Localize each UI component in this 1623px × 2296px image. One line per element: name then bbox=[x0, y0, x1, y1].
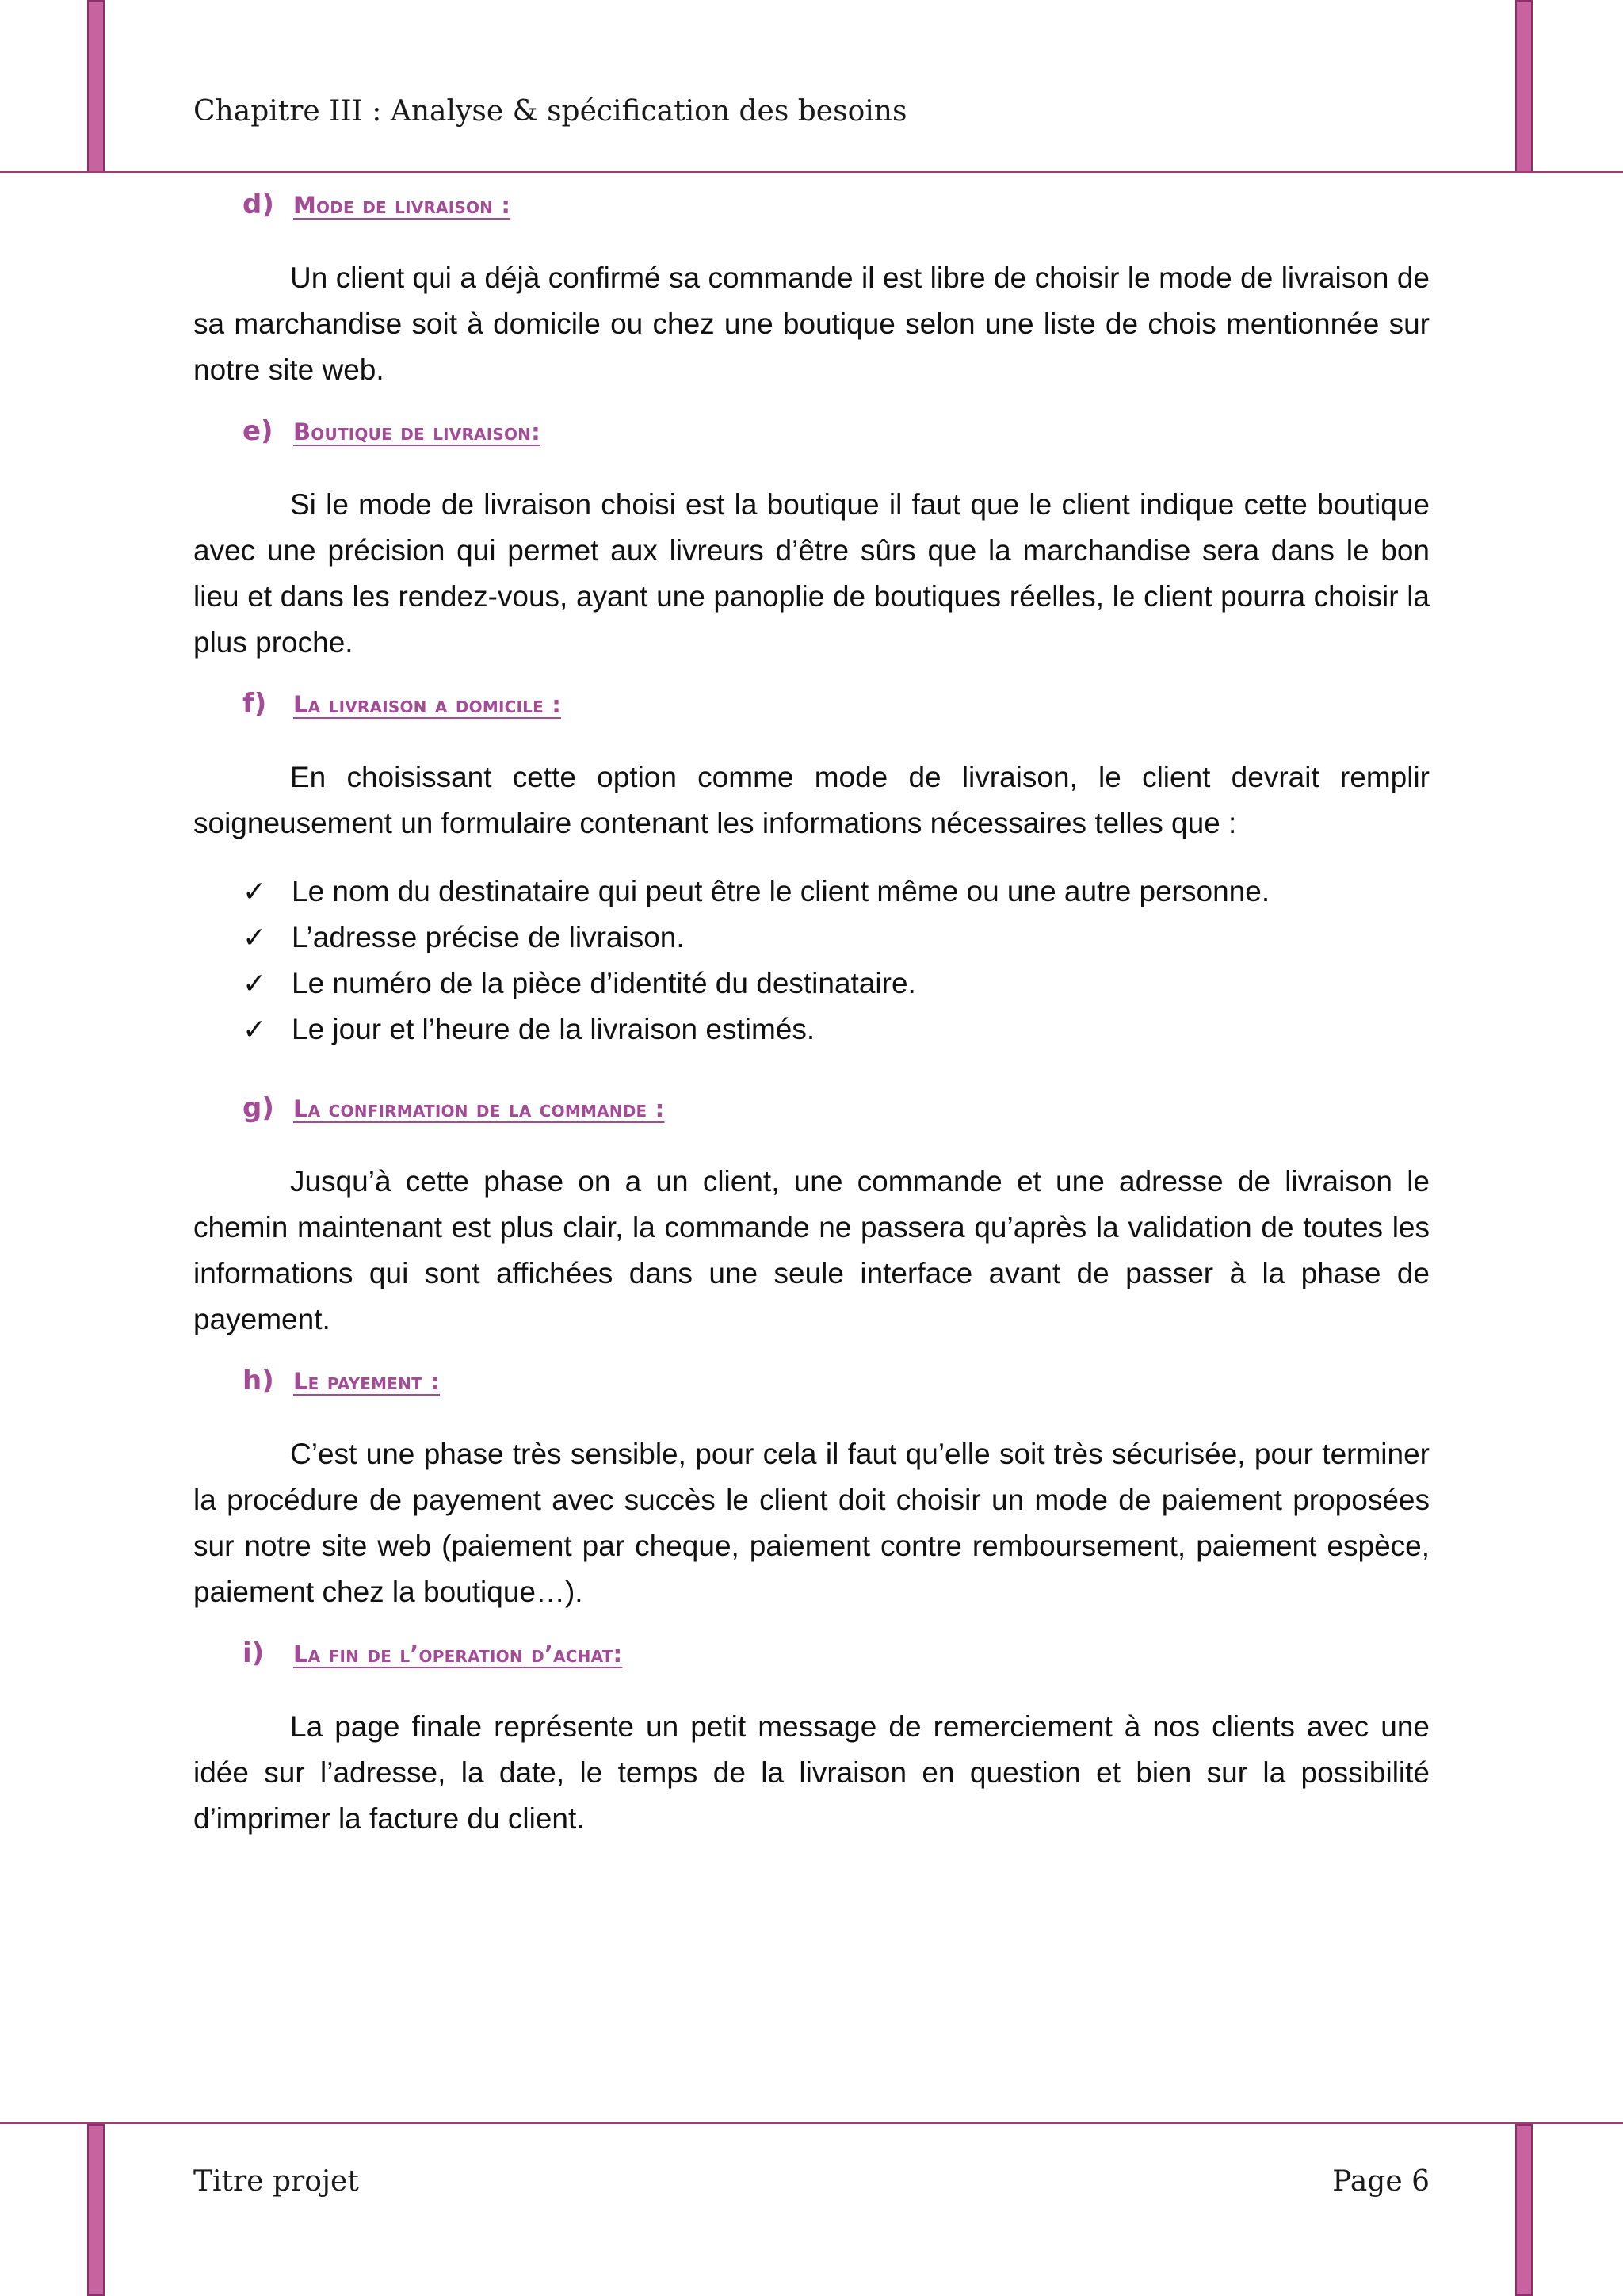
section-title: La fin de l’operation d’achat: bbox=[293, 1641, 623, 1668]
checkmark-icon: ✓ bbox=[242, 1013, 267, 1045]
section-heading bbox=[242, 1092, 1430, 1140]
checklist-item bbox=[242, 869, 1430, 915]
checkmark-icon: ✓ bbox=[242, 921, 267, 953]
section-d bbox=[193, 189, 1430, 393]
section-letter: e) bbox=[242, 415, 273, 447]
checklist-item-text: Le jour et l’heure de la livraison estimés. bbox=[292, 1013, 815, 1045]
section-letter: d) bbox=[242, 189, 274, 220]
checkmark-icon: ✓ bbox=[242, 967, 267, 999]
section-title: Boutique de livraison: bbox=[293, 418, 540, 445]
section-title: La livraison a domicile : bbox=[293, 691, 562, 718]
header-left-bar bbox=[87, 0, 105, 173]
section-f bbox=[193, 688, 1430, 1052]
project-title: Titre projet bbox=[193, 2165, 359, 2198]
section-paragraph: Si le mode de livraison choisi est la boutique il faut que le client indique cette boutique avec une précision qui permet aux livreurs d’être sûrs que la marchandise sera dans le bon lieu et dans les rendez-vous, ayant une panoplie de boutiques réelles, le client pourra choisir la plus proche. bbox=[193, 488, 1430, 659]
section-g bbox=[193, 1092, 1430, 1343]
section-h bbox=[193, 1365, 1430, 1615]
footer-right-bar bbox=[1515, 2124, 1533, 2296]
page-number: Page 6 bbox=[1332, 2165, 1430, 2198]
section-title: Mode de livraison : bbox=[293, 192, 511, 219]
checklist-item-text: Le nom du destinataire qui peut être le client même ou une autre personne. bbox=[292, 875, 1270, 907]
checklist-item bbox=[242, 1007, 1430, 1052]
footer-left-bar bbox=[87, 2124, 105, 2296]
checklist-item bbox=[242, 961, 1430, 1007]
section-heading bbox=[242, 189, 1430, 236]
checkmark-icon: ✓ bbox=[242, 875, 267, 907]
checklist-item bbox=[242, 915, 1430, 961]
section-paragraph: Un client qui a déjà confirmé sa commande il est libre de choisir le mode de livraison de sa marchandise soit à domicile ou chez une boutique selon une liste de chois mentionnée sur notre site web. bbox=[193, 262, 1430, 386]
section-heading bbox=[242, 415, 1430, 463]
section-letter: i) bbox=[242, 1637, 265, 1669]
section-letter: h) bbox=[242, 1365, 274, 1396]
checklist-item-text: L’adresse précise de livraison. bbox=[292, 921, 685, 953]
section-i bbox=[193, 1637, 1430, 1842]
section-paragraph: En choisissant cette option comme mode de livraison, le client devrait remplir soigneusement un formulaire contenant les informations nécessaires telles que : bbox=[193, 761, 1430, 839]
footer-rule bbox=[0, 2122, 1623, 2124]
section-title: Le payement : bbox=[293, 1368, 441, 1395]
header-rule bbox=[0, 171, 1623, 173]
section-title: La confirmation de la commande : bbox=[293, 1095, 665, 1122]
section-heading bbox=[242, 1637, 1430, 1685]
section-letter: f) bbox=[242, 688, 267, 720]
section-heading bbox=[242, 688, 1430, 735]
section-paragraph: La page finale représente un petit message de remerciement à nos clients avec une idée sur l’adresse, la date, le temps de la livraison en question et bien sur la possibilité d’imprimer la facture du client. bbox=[193, 1710, 1430, 1835]
page-content bbox=[193, 189, 1430, 1864]
checklist bbox=[242, 869, 1430, 1052]
checklist-item-text: Le numéro de la pièce d’identité du destinataire. bbox=[292, 967, 916, 999]
chapter-title: Chapitre III : Analyse & spécification des besoins bbox=[193, 95, 907, 128]
section-paragraph: Jusqu’à cette phase on a un client, une commande et une adresse de livraison le chemin maintenant est plus clair, la commande ne passera qu’après la validation de toutes les informations qui sont affichées dans une seule interface avant de passer à la phase de payement. bbox=[193, 1165, 1430, 1335]
header-right-bar bbox=[1515, 0, 1533, 173]
section-letter: g) bbox=[242, 1092, 274, 1124]
section-paragraph: C’est une phase très sensible, pour cela il faut qu’elle soit très sécurisée, pour terminer la procédure de payement avec succès le client doit choisir un mode de paiement proposées sur notre site web (paiement par cheque, paiement contre remboursement, paiement espèce, paiement chez la boutique…). bbox=[193, 1438, 1430, 1608]
section-e bbox=[193, 415, 1430, 666]
section-heading bbox=[242, 1365, 1430, 1412]
